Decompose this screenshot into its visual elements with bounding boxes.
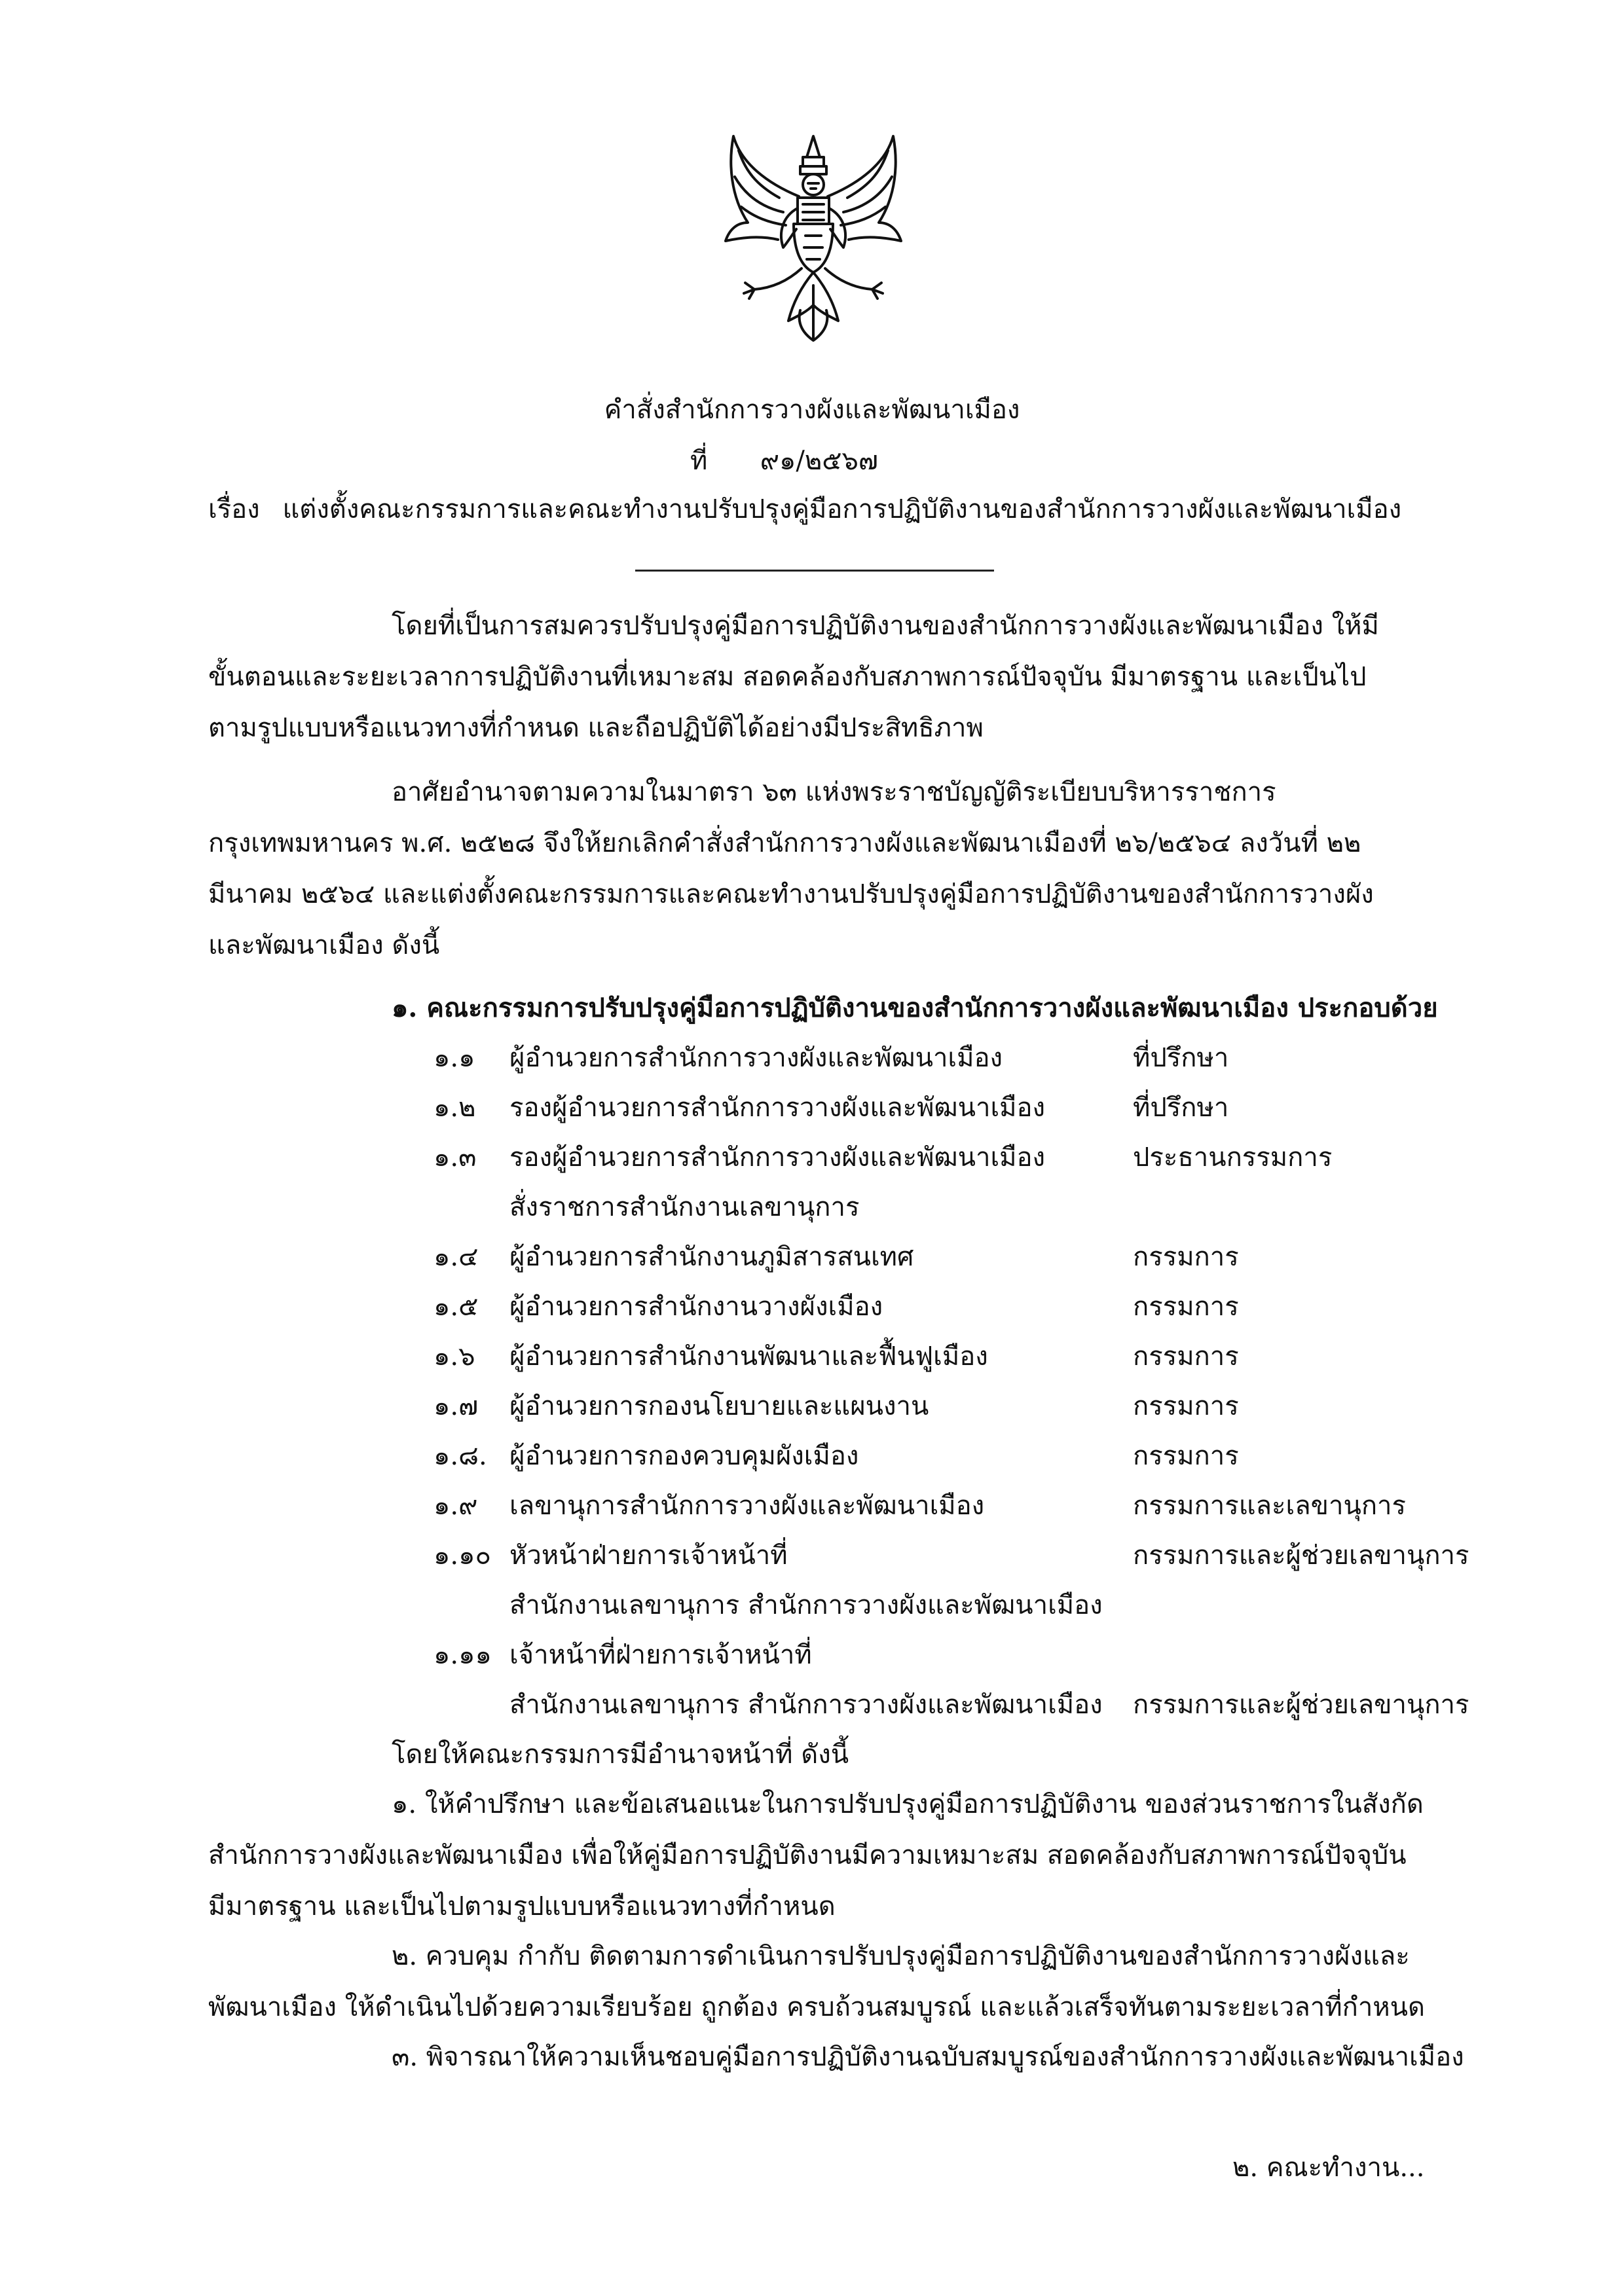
order-title: คำสั่งสำนักการวางผังและพัฒนาเมือง (604, 395, 1020, 425)
list-item-continuation (208, 1190, 1439, 1240)
member-role: กรรมการและผู้ช่วยเลขานุการ (1133, 1540, 1469, 1571)
committee-heading: ๑. คณะกรรมการปรับปรุงคู่มือการปฏิบัติงานของสำนักการวางผังและพัฒนาเมือง ประกอบด้วย (392, 993, 1438, 1023)
member-role: ประธานกรรมการ (1133, 1142, 1333, 1173)
member-number: ๑.๗ (434, 1391, 479, 1421)
duty-item-1 (208, 1787, 1439, 1941)
member-number: ๑.๙ (434, 1491, 478, 1521)
list-item (208, 1489, 1439, 1539)
member-number: ๑.๒ (434, 1093, 476, 1123)
duty-item-2 (208, 1939, 1439, 2041)
member-position: ผู้อำนวยการสำนักงานภูมิสารสนเทศ (509, 1242, 914, 1272)
member-number: ๑.๘. (434, 1441, 487, 1471)
member-number: ๑.๑ (434, 1043, 475, 1073)
member-position: หัวหน้าฝ่ายการเจ้าหน้าที่ (509, 1540, 788, 1571)
member-position-line2: สำนักงานเลขานุการ สำนักการวางผังและพัฒนาเมือง (509, 1690, 1103, 1720)
subject-label: เรื่อง (208, 494, 260, 524)
list-item (208, 1638, 1439, 1688)
member-position: ผู้อำนวยการสำนักการวางผังและพัฒนาเมือง (509, 1043, 1003, 1073)
order-number (690, 444, 878, 478)
member-role: กรรมการ (1133, 1441, 1239, 1471)
member-position: ผู้อำนวยการสำนักงานวางผังเมือง (509, 1292, 883, 1322)
garuda-emblem-icon (715, 124, 912, 347)
list-item (208, 1439, 1439, 1489)
member-position: เลขานุการสำนักการวางผังและพัฒนาเมือง (509, 1491, 985, 1521)
list-item (208, 1240, 1439, 1290)
paragraph-line: ๑. ให้คำปรึกษา และข้อเสนอแนะในการปรับปรุงคู่มือการปฏิบัติงาน ของส่วนราชการในสังกัด (392, 1789, 1424, 1819)
paragraph-authority (208, 775, 1439, 979)
member-position: ผู้อำนวยการกองควบคุมผังเมือง (509, 1441, 859, 1471)
paragraph-line: ๓. พิจารณาให้ความเห็นชอบคู่มือการปฏิบัติงานฉบับสมบูรณ์ของสำนักการวางผังและพัฒนาเมือง (392, 2042, 1464, 2072)
list-item (208, 1041, 1439, 1091)
list-item-continuation (208, 1588, 1439, 1638)
order-number-value: ๙๑/๒๕๖๗ (760, 446, 878, 476)
member-role: ที่ปรึกษา (1133, 1093, 1229, 1123)
member-role: กรรมการและผู้ช่วยเลขานุการ (1133, 1690, 1469, 1720)
member-role: กรรมการ (1133, 1341, 1239, 1372)
list-item (208, 1140, 1439, 1190)
member-role: กรรมการและเลขานุการ (1133, 1491, 1406, 1521)
member-role: กรรมการ (1133, 1242, 1239, 1272)
paragraph-line: มีมาตรฐาน และเป็นไปตามรูปแบบหรือแนวทางที่กำหนด (208, 1891, 836, 1922)
list-item-continuation (208, 1688, 1469, 1738)
member-number: ๑.๑๑ (434, 1640, 492, 1670)
member-number: ๑.๓ (434, 1142, 477, 1173)
member-number: ๑.๑๐ (434, 1540, 491, 1571)
list-item (208, 1339, 1439, 1389)
list-item (208, 1389, 1439, 1439)
member-number: ๑.๕ (434, 1292, 479, 1322)
member-number: ๑.๖ (434, 1341, 475, 1372)
member-position: เจ้าหน้าที่ฝ่ายการเจ้าหน้าที่ (509, 1640, 812, 1670)
member-role: ที่ปรึกษา (1133, 1043, 1229, 1073)
paragraph-rationale (208, 609, 1439, 762)
list-item (208, 1091, 1439, 1140)
duty-item-3 (208, 2040, 1464, 2091)
title-divider (635, 570, 994, 572)
paragraph-line: กรุงเทพมหานคร พ.ศ. ๒๕๒๘ จึงให้ยกเลิกคำสั่งสำนักการวางผังและพัฒนาเมืองที่ ๒๖/๒๕๖๔ ลงวันที่ ๒๒ (208, 828, 1361, 858)
member-number: ๑.๔ (434, 1242, 479, 1272)
paragraph-line: พัฒนาเมือง ให้ดำเนินไปด้วยความเรียบร้อย ถูกต้อง ครบถ้วนสมบูรณ์ และแล้วเสร็จทันตามระยะเวลาที่กำหนด (208, 1992, 1425, 2022)
paragraph-line: สำนักการวางผังและพัฒนาเมือง เพื่อให้คู่มือการปฏิบัติงานมีความเหมาะสม สอดคล้องกับสภาพการณ์ปัจจุบัน (208, 1840, 1407, 1870)
paragraph-line: อาศัยอำนาจตามความในมาตรา ๖๓ แห่งพระราชบัญญัติระเบียบบริหารราชการ (392, 777, 1276, 807)
order-subject (208, 492, 1452, 526)
member-role: กรรมการ (1133, 1391, 1239, 1421)
member-position: รองผู้อำนวยการสำนักการวางผังและพัฒนาเมือง (509, 1142, 1046, 1173)
paragraph-line: โดยที่เป็นการสมควรปรับปรุงคู่มือการปฏิบัติงานของสำนักการวางผังและพัฒนาเมือง ให้มี (392, 611, 1379, 641)
duties-heading: โดยให้คณะกรรมการมีอำนาจหน้าที่ ดังนี้ (392, 1740, 849, 1770)
paragraph-line: ตามรูปแบบหรือแนวทางที่กำหนด และถือปฏิบัติได้อย่างมีประสิทธิภาพ (208, 713, 984, 743)
page-continuation: ๒. คณะทำงาน... (1232, 2153, 1425, 2183)
member-position: ผู้อำนวยการกองนโยบายและแผนงาน (509, 1391, 929, 1421)
order-number-label: ที่ (690, 446, 708, 476)
member-position: ผู้อำนวยการสำนักงานพัฒนาและฟื้นฟูเมือง (509, 1341, 988, 1372)
subject-text: แต่งตั้งคณะกรรมการและคณะทำงานปรับปรุงคู่มือการปฏิบัติงานของสำนักการวางผังและพัฒนาเมือง (282, 494, 1402, 524)
member-role: กรรมการ (1133, 1292, 1239, 1322)
paragraph-line: และพัฒนาเมือง ดังนี้ (208, 930, 440, 960)
paragraph-line: ขั้นตอนและระยะเวลาการปฏิบัติงานที่เหมาะสม สอดคล้องกับสภาพการณ์ปัจจุบัน มีมาตรฐาน และเป็นไป (208, 662, 1367, 692)
member-position-line2: สั่งราชการสำนักงานเลขานุการ (509, 1192, 860, 1222)
member-position: รองผู้อำนวยการสำนักการวางผังและพัฒนาเมือง (509, 1093, 1046, 1123)
list-item (208, 1539, 1469, 1588)
paragraph-line: มีนาคม ๒๕๖๔ และแต่งตั้งคณะกรรมการและคณะทำงานปรับปรุงคู่มือการปฏิบัติงานของสำนักการวางผัง (208, 879, 1374, 909)
list-item (208, 1290, 1439, 1339)
member-position-line2: สำนักงานเลขานุการ สำนักการวางผังและพัฒนาเมือง (509, 1590, 1103, 1620)
paragraph-line: ๒. ควบคุม กำกับ ติดตามการดำเนินการปรับปรุงคู่มือการปฏิบัติงานของสำนักการวางผังและ (392, 1941, 1410, 1971)
